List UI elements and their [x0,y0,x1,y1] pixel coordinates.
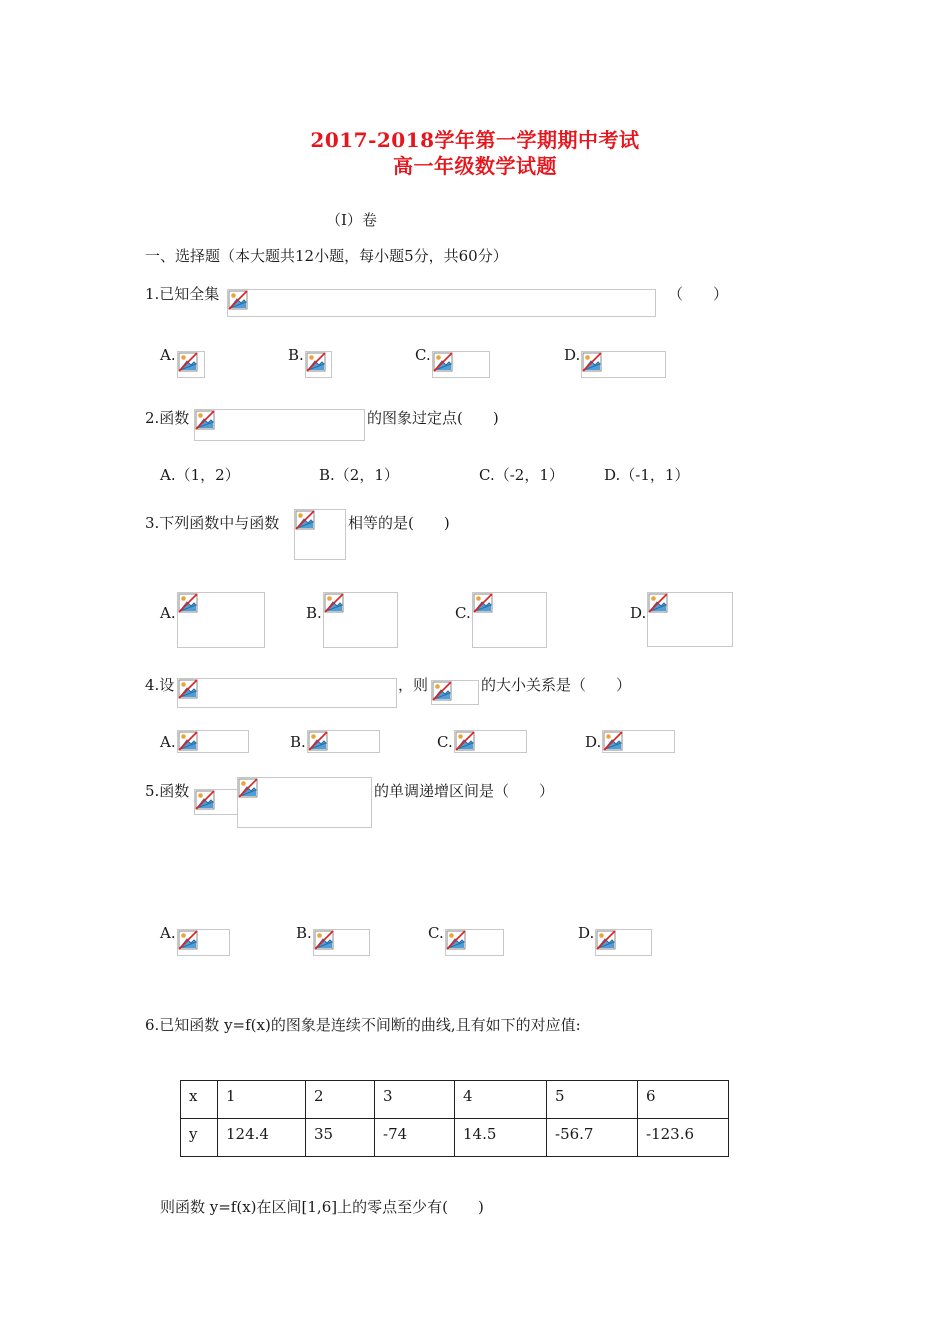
q1-option-d: D. [564,346,581,364]
broken-image-icon [195,790,215,810]
broken-image-icon [178,679,198,699]
broken-image-icon [195,410,215,430]
q5-option-d: D. [578,924,595,942]
q6-question: 则函数 y=f(x)在区间[1,6]上的零点至少有( ) [160,1198,484,1216]
broken-image-icon [295,510,315,530]
q1-option-a-image [177,351,205,378]
q2-option-d: D.（-1，1） [604,466,690,484]
table-cell: x [181,1081,218,1119]
q4-tail: 的大小关系是（ ） [481,676,632,694]
q4-option-a-image [177,730,249,753]
table-cell: 6 [638,1081,729,1119]
table-cell: 35 [306,1119,375,1157]
q3-formula-image [294,509,346,560]
q4-option-a: A. [160,733,176,751]
table-cell: 3 [375,1081,455,1119]
broken-image-icon [455,731,475,751]
table-row [181,1081,729,1119]
broken-image-icon [433,352,453,372]
broken-image-icon [432,681,452,701]
q6-stem: 6.已知函数 y=f(x)的图象是连续不间断的曲线,且有如下的对应值: [145,1016,581,1034]
q5-option-b-image [313,929,370,956]
q3-option-a: A. [160,604,176,622]
q3-option-d-image [647,592,733,647]
broken-image-icon [308,731,328,751]
q1-option-a: A. [160,346,176,364]
q1-answer-paren: （ ） [668,285,729,303]
q5-option-d-image [595,929,652,956]
table-cell: 2 [306,1081,375,1119]
exam-subtitle: 高一年级数学试题 [393,154,557,178]
q5-option-c-image [445,929,504,956]
broken-image-icon [178,930,198,950]
broken-image-icon [306,352,326,372]
broken-image-icon [596,930,616,950]
q1-option-c-image [432,351,490,378]
q3-option-d: D. [630,604,647,622]
table-cell: 1 [218,1081,306,1119]
q3-option-b-image [323,592,398,648]
broken-image-icon [603,731,623,751]
value-table [180,1080,729,1157]
q1-option-c: C. [415,346,431,364]
q4-stem: 4.设 [145,676,175,694]
q1-option-b-image [305,351,332,378]
q3-option-c: C. [455,604,471,622]
table-cell: -74 [375,1119,455,1157]
q1-formula-image [227,289,656,317]
table-cell: 4 [455,1081,547,1119]
section-heading: 一、选择题（本大题共12小题，每小题5分，共60分） [145,247,508,265]
broken-image-icon [228,290,248,310]
table-cell: 14.5 [455,1119,547,1157]
q5-formula-image [237,777,372,828]
q5-option-a-image [177,929,230,956]
q2-option-a: A.（1，2） [160,466,240,484]
broken-image-icon [473,593,493,613]
table-row [181,1119,729,1157]
q5-option-b: B. [296,924,312,942]
q1-option-d-image [581,351,666,378]
volume-label: （Ⅰ）卷 [326,211,377,229]
q3-option-a-image [177,592,265,648]
q3-option-b: B. [306,604,322,622]
table-cell: 5 [547,1081,638,1119]
q4-option-b-image [307,730,380,753]
q3-stem: 3.下列函数中与函数 [145,514,280,532]
q1-option-b: B. [288,346,304,364]
q3-option-c-image [472,592,547,648]
q5-option-c: C. [428,924,444,942]
q5-option-a: A. [160,924,176,942]
broken-image-icon [446,930,466,950]
q2-option-b: B.（2，1） [319,466,399,484]
q4-option-c-image [454,730,527,753]
exam-title: 2017-2018学年第一学期期中考试 [310,128,640,152]
table-cell: -56.7 [547,1119,638,1157]
q4-option-b: B. [290,733,306,751]
broken-image-icon [324,593,344,613]
q5-stem: 5.函数 [145,782,190,800]
table-cell: -123.6 [638,1119,729,1157]
q1-stem: 1.已知全集 [145,285,220,303]
q2-formula-image [194,409,365,441]
q4-option-d: D. [585,733,602,751]
q4-option-d-image [602,730,675,753]
q4-abc-image [431,680,479,705]
broken-image-icon [178,352,198,372]
broken-image-icon [178,731,198,751]
table-cell: 124.4 [218,1119,306,1157]
table-cell: y [181,1119,218,1157]
q4-option-c: C. [437,733,453,751]
q3-tail: 相等的是( ) [348,514,450,532]
q2-tail: 的图象过定点( ) [367,409,499,427]
broken-image-icon [582,352,602,372]
q2-option-c: C.（-2，1） [479,466,564,484]
q5-tail: 的单调递增区间是（ ） [374,782,555,800]
broken-image-icon [648,593,668,613]
q2-stem: 2.函数 [145,409,190,427]
q5-function-image [194,789,238,815]
q4-mid: ，则 [398,676,429,694]
q4-formula-image [177,678,397,708]
broken-image-icon [178,593,198,613]
broken-image-icon [314,930,334,950]
broken-image-icon [238,778,258,798]
